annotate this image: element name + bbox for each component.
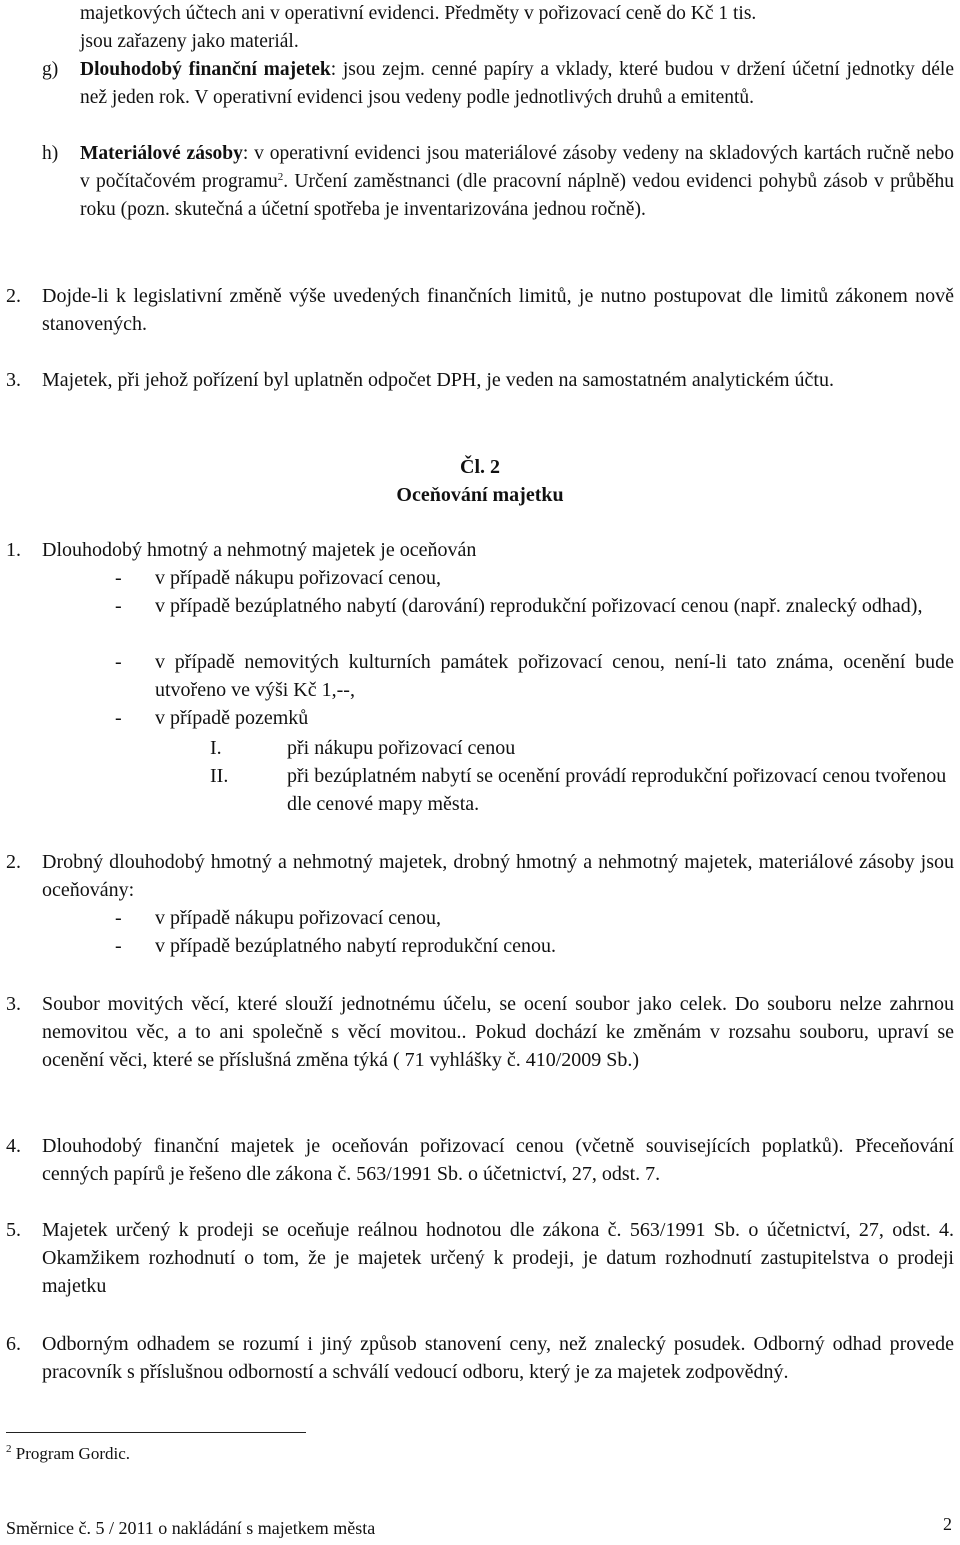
roman-numeral: II. [210, 765, 229, 787]
valuation-6-text: Odborným odhadem se rozumí i jiný způsob stanovení ceny, než znalecký posudek. Odborný odhad provede pracovník s příslušnou odborností a schválí vedoucí odboru, který je za majetek zodpovědný. [42, 1333, 954, 1383]
valuation-1-bullet-text: v případě bezúplatného nabytí (darování) reprodukční pořizovací cenou (např. znalecký odhad), [155, 595, 923, 617]
article-title: Oceňování majetku [396, 484, 564, 506]
valuation-5 [6, 1216, 954, 1300]
item-g-text: : jsou zejm. cenné papíry a vklady, které budou v držení účetní jednotky déle než jeden rok. V operativní evidenci jsou vedeny podle jednotlivých druhů a emitentů. [80, 59, 954, 108]
paragraph-2 [6, 282, 954, 338]
valuation-3 [6, 990, 954, 1074]
item-h [42, 140, 954, 224]
valuation-6 [6, 1330, 954, 1386]
valuation-1-bullet-text: v případě pozemků [155, 707, 309, 729]
valuation-1-bullet-text: v případě nemovitých kulturních památek pořizovací cenou, není-li tato známa, ocenění bude utvořeno ve výši Kč 1,--, [155, 651, 954, 701]
valuation-5-number: 5. [6, 1219, 21, 1241]
item-h-text: : v operativní evidenci jsou materiálové zásoby vedeny na skladových kartách ručně nebo v počítačovém programu [80, 143, 954, 192]
valuation-1-bullet [115, 648, 954, 704]
item-g-heading: Dlouhodobý finanční majetek [80, 59, 331, 80]
footnote-text: Program Gordic. [15, 1444, 131, 1463]
footnote-mark: 2 [6, 1443, 12, 1455]
valuation-2-bullet-text: v případě nákupu pořizovací cenou, [155, 907, 442, 929]
bullet-dash: - [115, 935, 122, 957]
valuation-5-text: Majetek určený k prodeji se oceňuje reálnou hodnotou dle zákona č. 563/1991 Sb. o účetnictví, 27, odst. 4. Okamžikem rozhodnutí o tom, že je majetek určený k prodeji, je datum rozhodnutí zastupitelstva o prodeji majetku [42, 1219, 954, 1297]
bullet-dash: - [115, 907, 122, 929]
item-h-heading: Materiálové zásoby [80, 143, 243, 164]
paragraph-2-number: 2. [6, 285, 21, 307]
page-number: 2 [943, 1514, 952, 1534]
paragraph-3-text: Majetek, při jehož pořízení byl uplatněn odpočet DPH, je veden na samostatném analytickém účtu. [42, 369, 834, 391]
valuation-3-text: Soubor movitých věcí, které slouží jednotnému účelu, se ocení soubor jako celek. Do souboru nelze zahrnou nemovitou věc, a to ani společně s věcí movitou.. Pokud dochází ke změnám v rozsahu souboru, upraví se ocenění věci, které se příslušná změna týká ( 71 vyhlášky č. 410/2009 Sb.) [42, 993, 954, 1071]
valuation-2-bullet-text: v případě bezúplatného nabytí reprodukční cenou. [155, 935, 556, 957]
page-footer: Směrnice č. 5 / 2011 o nakládání s majetkem města [6, 1518, 376, 1538]
valuation-2-bullet [115, 904, 954, 932]
valuation-2-text: Drobný dlouhodobý hmotný a nehmotný majetek, drobný hmotný a nehmotný majetek, materiálové zásoby jsou oceňovány: [42, 851, 954, 901]
footnote-divider [6, 1432, 306, 1433]
paragraph-2-text: Dojde-li k legislativní změně výše uvedených finančních limitů, je nutno postupovat dle limitů zákonem nově stanovených. [42, 285, 954, 335]
footnote-ref: 2 [277, 171, 284, 183]
valuation-1-bullet [115, 564, 954, 592]
item-g [42, 56, 954, 112]
paragraph-3 [6, 366, 954, 394]
valuation-2 [6, 848, 954, 904]
valuation-1-bullet [115, 592, 954, 620]
roman-numeral: I. [210, 737, 222, 759]
valuation-6-number: 6. [6, 1333, 21, 1355]
intro-line-1: majetkových účtech ani v operativní evidenci. Předměty v pořizovací ceně do Kč 1 tis. [80, 3, 757, 24]
bullet-dash: - [115, 651, 122, 673]
valuation-1-bullet [115, 704, 954, 732]
item-h-text-after: . Určení zaměstnanci (dle pracovní náplně) vedou evidenci pohybů zásob v průběhu roku (pozn. skutečná a účetní spotřeba je inventarizována jednou ročně). [80, 171, 954, 220]
valuation-1 [6, 536, 954, 564]
intro-text [80, 0, 954, 56]
valuation-2-number: 2. [6, 851, 21, 873]
bullet-dash: - [115, 595, 122, 617]
valuation-4-text: Dlouhodobý finanční majetek je oceňován pořizovací cenou (včetně souvisejících poplatků). Přeceňování cenných papírů je řešeno dle zákona č. 563/1991 Sb. o účetnictví, 27, odst. 7. [42, 1135, 954, 1185]
valuation-1-number: 1. [6, 539, 21, 561]
footnote [6, 1442, 130, 1466]
valuation-1-bullet-text: v případě nákupu pořizovací cenou, [155, 567, 442, 589]
roman-item-text: při bezúplatném nabytí se ocenění provádí reprodukční pořizovací cenou tvořenou dle cenové mapy města. [287, 765, 947, 815]
valuation-2-bullet [115, 932, 954, 960]
item-g-marker: g) [42, 59, 59, 80]
bullet-dash: - [115, 567, 122, 589]
item-h-marker: h) [42, 143, 59, 164]
bullet-dash: - [115, 707, 122, 729]
paragraph-3-number: 3. [6, 369, 21, 391]
valuation-1-text: Dlouhodobý hmotný a nehmotný majetek je oceňován [42, 539, 477, 561]
valuation-4-number: 4. [6, 1135, 21, 1157]
valuation-3-number: 3. [6, 993, 21, 1015]
roman-item-text: při nákupu pořizovací cenou [287, 737, 516, 759]
intro-line-2: jsou zařazeny jako materiál. [80, 31, 299, 52]
valuation-4 [6, 1132, 954, 1188]
article-number: Čl. 2 [460, 456, 500, 478]
